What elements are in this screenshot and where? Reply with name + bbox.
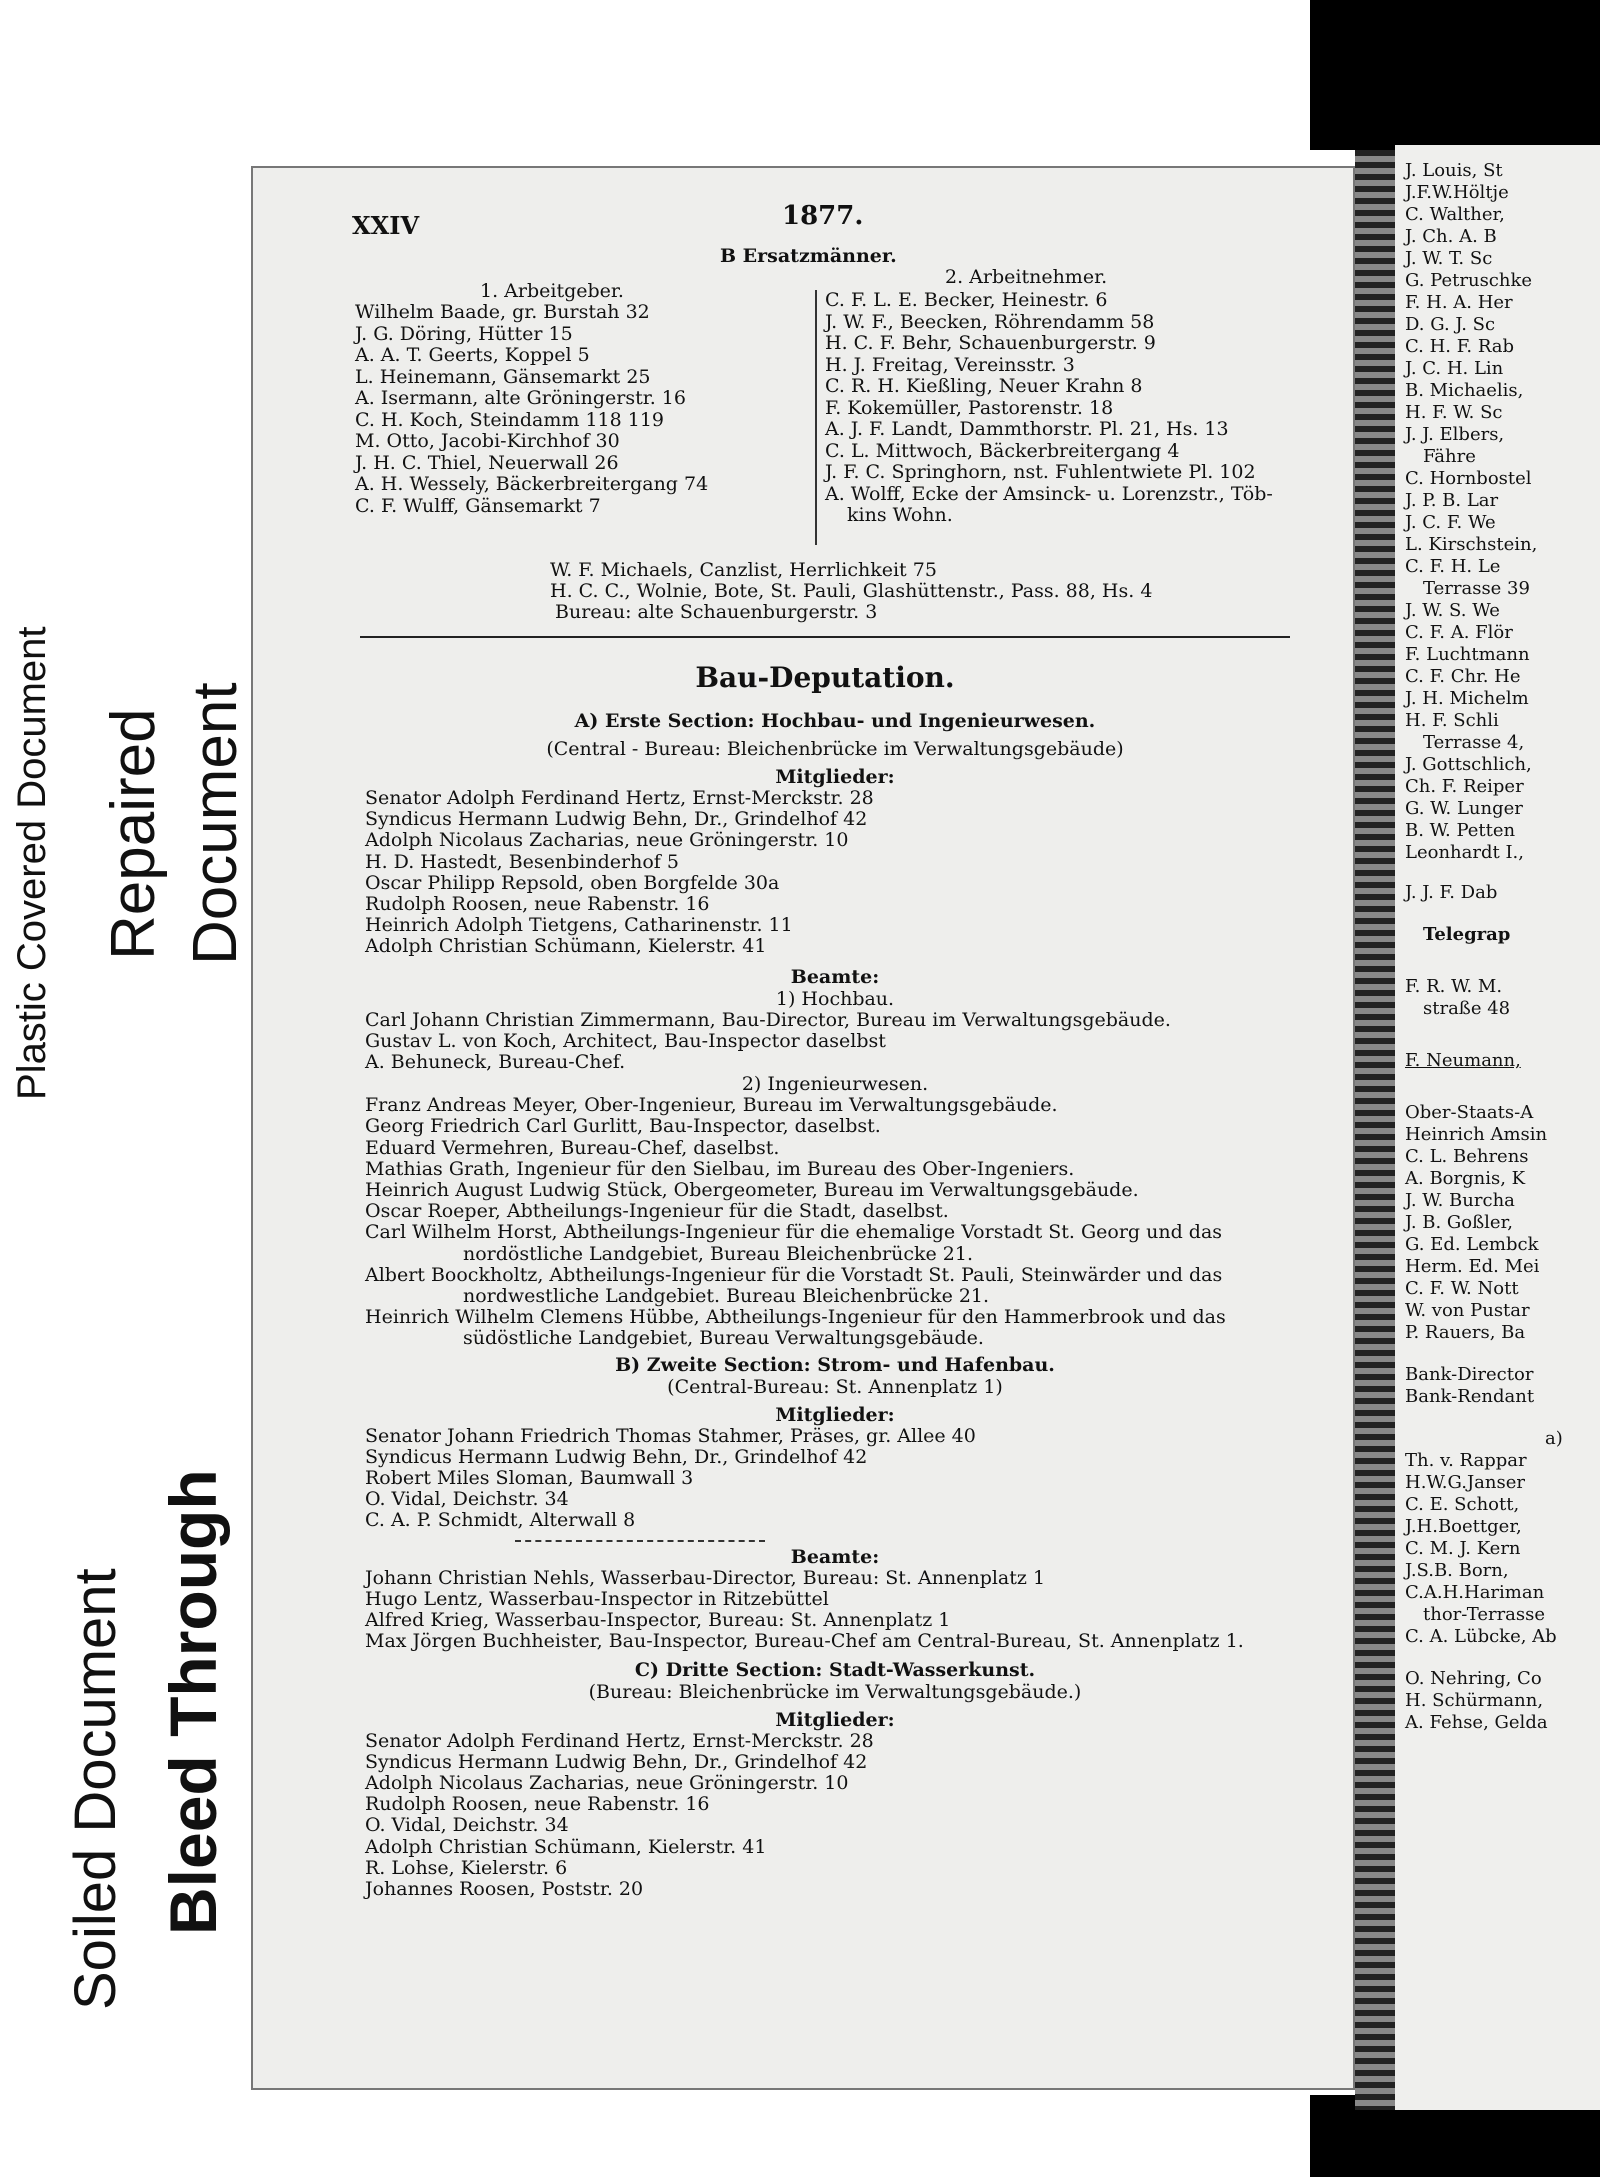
employees-list bbox=[825, 290, 1273, 527]
facing-page-line: J. J. F. Dab bbox=[1405, 882, 1498, 903]
dashed-separator bbox=[515, 1540, 765, 1542]
facing-page-line: D. G. J. Sc bbox=[1405, 314, 1496, 335]
employee-entry: H. J. Freitag, Vereinsstr. 3 bbox=[825, 353, 1075, 376]
facing-page-line: G. Ed. Lembck bbox=[1405, 1234, 1539, 1255]
member-entry: Heinrich Adolph Tietgens, Catharinenstr. 11 bbox=[365, 914, 793, 937]
clerks-block bbox=[550, 560, 1152, 623]
official-entry: Franz Andreas Meyer, Ober-Ingenieur, Bureau im Verwaltungsgebäude. bbox=[365, 1094, 1058, 1117]
facing-page-line: P. Rauers, Ba bbox=[1405, 1322, 1526, 1343]
official-entry: Heinrich August Ludwig Stück, Obergeometer, Bureau im Verwaltungsgebäude. bbox=[365, 1179, 1139, 1202]
member-entry: Adolph Christian Schümann, Kielerstr. 41 bbox=[365, 935, 767, 958]
facing-page-line: B. Michaelis, bbox=[1405, 380, 1524, 401]
stamp-soiled: Soiled Document bbox=[63, 1568, 128, 2010]
book-spine bbox=[1355, 150, 1395, 2110]
stamp-repaired-1: Repaired bbox=[99, 708, 168, 960]
facing-page-line: J. W. S. We bbox=[1405, 600, 1500, 621]
employer-entry: Wilhelm Baade, gr. Burstah 32 bbox=[355, 301, 650, 323]
facing-page-line: C. Walther, bbox=[1405, 204, 1505, 225]
member-entry: Senator Johann Friedrich Thomas Stahmer, Präses, gr. Allee 40 bbox=[365, 1424, 976, 1447]
employers-heading: 1. Arbeitgeber. bbox=[480, 280, 624, 302]
member-entry: O. Vidal, Deichstr. 34 bbox=[365, 1814, 569, 1837]
facing-page-line: Herm. Ed. Mei bbox=[1405, 1256, 1540, 1277]
hochbau-subheading: 1) Hochbau. bbox=[775, 987, 895, 1010]
employer-entry: A. Isermann, alte Gröningerstr. 16 bbox=[355, 387, 686, 409]
section-rule bbox=[360, 636, 1290, 638]
member-entry: Rudolph Roosen, neue Rabenstr. 16 bbox=[365, 893, 710, 916]
member-entry: Syndicus Hermann Ludwig Behn, Dr., Grindelhof 42 bbox=[365, 1445, 868, 1468]
page-number: XXIV bbox=[352, 211, 420, 240]
member-entry: Adolph Christian Schümann, Kielerstr. 41 bbox=[365, 1835, 767, 1858]
bau-content bbox=[365, 706, 1315, 1900]
official-entry: Georg Friedrich Carl Gurlitt, Bau-Inspector, daselbst. bbox=[365, 1115, 881, 1138]
facing-page-line: Telegrap bbox=[1423, 924, 1511, 945]
official-entry: Albert Boockholtz, Abtheilungs-Ingenieur für die Vorstadt St. Pauli, Steinwärder und das bbox=[365, 1263, 1223, 1286]
member-entry: Syndicus Hermann Ludwig Behn, Dr., Grindelhof 42 bbox=[365, 1750, 868, 1773]
employee-entry: J. W. F., Beecken, Röhrendamm 58 bbox=[825, 310, 1155, 333]
facing-page-line: Ch. F. Reiper bbox=[1405, 776, 1524, 797]
bau-deputation-title: Bau-Deputation. bbox=[695, 661, 955, 694]
facing-page-line: H. Schürmann, bbox=[1405, 1690, 1544, 1711]
employee-entry: C. R. H. Kießling, Neuer Krahn 8 bbox=[825, 375, 1143, 397]
employer-entry: L. Heinemann, Gänsemarkt 25 bbox=[355, 365, 651, 388]
facing-page-line: H. F. W. Sc bbox=[1405, 402, 1503, 423]
official-entry: Oscar Roeper, Abtheilungs-Ingenieur für die Stadt, daselbst. bbox=[365, 1200, 949, 1223]
employer-entry: J. G. Döring, Hütter 15 bbox=[355, 322, 573, 345]
employees-heading: 2. Arbeitnehmer. bbox=[945, 266, 1108, 288]
facing-page-line: J. Gottschlich, bbox=[1405, 754, 1532, 775]
facing-page-line: F. Neumann, bbox=[1405, 1050, 1521, 1071]
member-entry: Senator Adolph Ferdinand Hertz, Ernst-Merckstr. 28 bbox=[365, 1729, 874, 1752]
official-entry: Mathias Grath, Ingenieur für den Sielbau, im Bureau des Ober-Ingeniers. bbox=[365, 1157, 1075, 1180]
employee-entry: H. C. F. Behr, Schauenburgerstr. 9 bbox=[825, 332, 1156, 354]
member-entry: Johannes Roosen, Poststr. 20 bbox=[365, 1877, 644, 1900]
section-b-title: B) Zweite Section: Strom- und Hafenbau. bbox=[615, 1353, 1055, 1376]
top-black-bar bbox=[1310, 0, 1600, 150]
employers-list bbox=[355, 302, 708, 517]
member-entry: Oscar Philipp Repsold, oben Borgfelde 30a bbox=[365, 871, 780, 894]
facing-page bbox=[1395, 145, 1600, 2110]
facing-page-line: C. A. Lübcke, Ab bbox=[1405, 1626, 1557, 1647]
member-entry: H. D. Hastedt, Besenbinderhof 5 bbox=[365, 850, 679, 873]
section-b-bureau: (Central-Bureau: St. Annenplatz 1) bbox=[667, 1375, 1003, 1398]
clerk-entry: Bureau: alte Schauenburgerstr. 3 bbox=[555, 601, 878, 623]
facing-page-line: a) bbox=[1545, 1428, 1563, 1449]
facing-page-line: thor-Terrasse bbox=[1423, 1604, 1546, 1625]
official-entry: Max Jörgen Buchheister, Bau-Inspector, Bureau-Chef am Central-Bureau, St. Annenplatz 1. bbox=[365, 1630, 1244, 1653]
employer-entry: C. H. Koch, Steindamm 118 119 bbox=[355, 408, 665, 431]
official-entry: Eduard Vermehren, Bureau-Chef, daselbst. bbox=[365, 1136, 780, 1159]
facing-page-line: C. E. Schott, bbox=[1405, 1494, 1520, 1515]
official-entry: nordwestliche Landgebiet. Bureau Bleichenbrücke 21. bbox=[463, 1285, 990, 1308]
facing-page-line: J. W. T. Sc bbox=[1405, 248, 1493, 269]
stamp-bleed-through: Bleed Through bbox=[156, 1469, 230, 1935]
clerk-entry: H. C. C., Wolnie, Bote, St. Pauli, Glashüttenstr., Pass. 88, Hs. 4 bbox=[550, 580, 1153, 602]
facing-page-line: Terrasse 39 bbox=[1423, 578, 1530, 599]
section-a-bureau: (Central - Bureau: Bleichenbrücke im Verwaltungsgebäude) bbox=[546, 738, 1124, 760]
member-entry: Adolph Nicolaus Zacharias, neue Gröningerstr. 10 bbox=[365, 829, 849, 852]
facing-page-line: F. R. W. M. bbox=[1405, 976, 1503, 997]
employee-entry: kins Wohn. bbox=[847, 504, 953, 526]
employee-entry: J. F. C. Springhorn, nst. Fuhlentwiete Pl. 102 bbox=[825, 461, 1256, 483]
section-c-members-heading: Mitglieder: bbox=[775, 1708, 895, 1731]
facing-page-line: H. F. Schli bbox=[1405, 710, 1499, 731]
facing-page-line: W. von Pustar bbox=[1405, 1300, 1530, 1321]
facing-page-line: J. W. Burcha bbox=[1405, 1190, 1515, 1211]
facing-page-line: J.F.W.Höltje bbox=[1405, 182, 1509, 203]
facing-page-line: J. P. B. Lar bbox=[1405, 490, 1499, 511]
facing-page-line: A. Borgnis, K bbox=[1405, 1168, 1526, 1189]
facing-page-line: J. C. H. Lin bbox=[1405, 358, 1504, 379]
official-entry: südöstliche Landgebiet, Bureau Verwaltungsgebäude. bbox=[463, 1327, 984, 1350]
facing-page-line: C. L. Behrens bbox=[1405, 1146, 1529, 1167]
member-entry: Syndicus Hermann Ludwig Behn, Dr., Grindelhof 42 bbox=[365, 808, 868, 831]
facing-page-line: Bank-Rendant bbox=[1405, 1386, 1535, 1407]
facing-page-line: J. H. Michelm bbox=[1405, 688, 1529, 709]
facing-page-line: H.W.G.Janser bbox=[1405, 1472, 1525, 1493]
section-b-members-heading: Mitglieder: bbox=[775, 1403, 895, 1426]
member-entry: O. Vidal, Deichstr. 34 bbox=[365, 1488, 569, 1511]
facing-page-line: J. Louis, St bbox=[1405, 160, 1503, 181]
facing-page-line: C. M. J. Kern bbox=[1405, 1538, 1521, 1559]
facing-page-line: Ober-Staats-A bbox=[1405, 1102, 1534, 1123]
facing-page-line: C. H. F. Rab bbox=[1405, 336, 1515, 357]
official-entry: Carl Johann Christian Zimmermann, Bau-Director, Bureau im Verwaltungsgebäude. bbox=[365, 1008, 1171, 1031]
official-entry: Heinrich Wilhelm Clemens Hübbe, Abtheilungs-Ingenieur für den Hammerbrook und das bbox=[365, 1306, 1226, 1329]
facing-page-line: O. Nehring, Co bbox=[1405, 1668, 1542, 1689]
official-entry: nordöstliche Landgebiet, Bureau Bleichenbrücke 21. bbox=[463, 1242, 973, 1265]
facing-page-line: J. B. Goßler, bbox=[1405, 1212, 1513, 1233]
employer-entry: J. H. C. Thiel, Neuerwall 26 bbox=[355, 451, 619, 474]
section-b-officials-heading: Beamte: bbox=[790, 1545, 880, 1568]
facing-page-line: Th. v. Rappar bbox=[1405, 1450, 1527, 1471]
facing-page-line: A. Fehse, Gelda bbox=[1405, 1712, 1548, 1733]
facing-page-line: F. Luchtmann bbox=[1405, 644, 1530, 665]
column-divider bbox=[815, 290, 817, 545]
employee-entry: A. J. F. Landt, Dammthorstr. Pl. 21, Hs. 13 bbox=[825, 418, 1229, 440]
official-entry: Hugo Lentz, Wasserbau-Inspector in Ritzebüttel bbox=[365, 1587, 829, 1610]
employee-entry: C. L. Mittwoch, Bäckerbreitergang 4 bbox=[825, 439, 1180, 462]
official-entry: A. Behuneck, Bureau-Chef. bbox=[365, 1051, 626, 1074]
member-entry: Senator Adolph Ferdinand Hertz, Ernst-Merckstr. 28 bbox=[365, 787, 874, 809]
facing-page-line: G. Petruschke bbox=[1405, 270, 1533, 291]
facing-page-line: Leonhardt I., bbox=[1405, 842, 1524, 863]
member-entry: R. Lohse, Kielerstr. 6 bbox=[365, 1856, 568, 1879]
facing-page-line: straße 48 bbox=[1423, 998, 1511, 1019]
facing-page-line: J.H.Boettger, bbox=[1405, 1516, 1522, 1537]
facing-page-line: C. F. H. Le bbox=[1405, 556, 1501, 577]
facing-page-line: J. Ch. A. B bbox=[1405, 226, 1497, 247]
facing-page-line: Bank-Director bbox=[1405, 1364, 1534, 1385]
facing-page-line: C. F. W. Nott bbox=[1405, 1278, 1519, 1299]
facing-page-line: J. J. Elbers, bbox=[1405, 424, 1505, 445]
section-heading: B Ersatzmänner. bbox=[720, 245, 897, 267]
member-entry: Rudolph Roosen, neue Rabenstr. 16 bbox=[365, 1793, 710, 1816]
facing-page-line: C. F. A. Flör bbox=[1405, 622, 1513, 643]
facing-page-line: Terrasse 4, bbox=[1423, 732, 1525, 753]
facing-page-line: F. H. A. Her bbox=[1405, 292, 1513, 313]
facing-page-line: C. F. Chr. He bbox=[1405, 666, 1521, 687]
section-a-officials-heading: Beamte: bbox=[790, 965, 880, 988]
section-c-bureau: (Bureau: Bleichenbrücke im Verwaltungsgebäude.) bbox=[588, 1680, 1082, 1703]
official-entry: Alfred Krieg, Wasserbau-Inspector, Bureau: St. Annenplatz 1 bbox=[365, 1609, 951, 1632]
stamp-plastic-covered: Plastic Covered Document bbox=[10, 626, 54, 1100]
facing-page-line: B. W. Petten bbox=[1405, 820, 1516, 841]
employee-entry: F. Kokemüller, Pastorenstr. 18 bbox=[825, 396, 1114, 419]
employee-entry: C. F. L. E. Becker, Heinestr. 6 bbox=[825, 289, 1108, 311]
facing-page-line: C. Hornbostel bbox=[1405, 468, 1532, 489]
member-entry: C. A. P. Schmidt, Alterwall 8 bbox=[365, 1509, 636, 1532]
facing-page-line: G. W. Lunger bbox=[1405, 798, 1523, 819]
member-entry: Robert Miles Sloman, Baumwall 3 bbox=[365, 1467, 694, 1490]
facing-page-line: J.S.B. Born, bbox=[1405, 1560, 1509, 1581]
facing-page-line: Fähre bbox=[1423, 446, 1476, 467]
stamp-repaired-2: Document bbox=[181, 682, 250, 965]
ingenieur-subheading: 2) Ingenieurwesen. bbox=[741, 1073, 929, 1096]
employee-entry: A. Wolff, Ecke der Amsinck- u. Lorenzstr., Töb- bbox=[825, 482, 1273, 505]
facing-page-line: L. Kirschstein, bbox=[1405, 534, 1538, 555]
facing-page-line: J. C. F. We bbox=[1405, 512, 1496, 533]
year-heading: 1877. bbox=[782, 201, 864, 231]
employer-entry: C. F. Wulff, Gänsemarkt 7 bbox=[355, 494, 601, 517]
official-entry: Carl Wilhelm Horst, Abtheilungs-Ingenieur für die ehemalige Vorstadt St. Georg und das bbox=[365, 1221, 1223, 1244]
facing-page-line: C.A.H.Hariman bbox=[1405, 1582, 1545, 1603]
facing-page-line: Heinrich Amsin bbox=[1405, 1124, 1548, 1145]
member-entry: Adolph Nicolaus Zacharias, neue Gröningerstr. 10 bbox=[365, 1771, 849, 1794]
section-a-title: A) Erste Section: Hochbau- und Ingenieurwesen. bbox=[574, 710, 1096, 732]
clerk-entry: W. F. Michaels, Canzlist, Herrlichkeit 75 bbox=[550, 559, 937, 581]
official-entry: Johann Christian Nehls, Wasserbau-Director, Bureau: St. Annenplatz 1 bbox=[365, 1566, 1046, 1589]
employer-entry: A. H. Wessely, Bäckerbreitergang 74 bbox=[355, 473, 709, 495]
section-c-title: C) Dritte Section: Stadt-Wasserkunst. bbox=[634, 1658, 1036, 1681]
official-entry: Gustav L. von Koch, Architect, Bau-Inspector daselbst bbox=[365, 1029, 886, 1052]
employer-entry: M. Otto, Jacobi-Kirchhof 30 bbox=[355, 430, 620, 452]
employer-entry: A. A. T. Geerts, Koppel 5 bbox=[355, 344, 590, 366]
section-a-members-heading: Mitglieder: bbox=[775, 766, 895, 788]
